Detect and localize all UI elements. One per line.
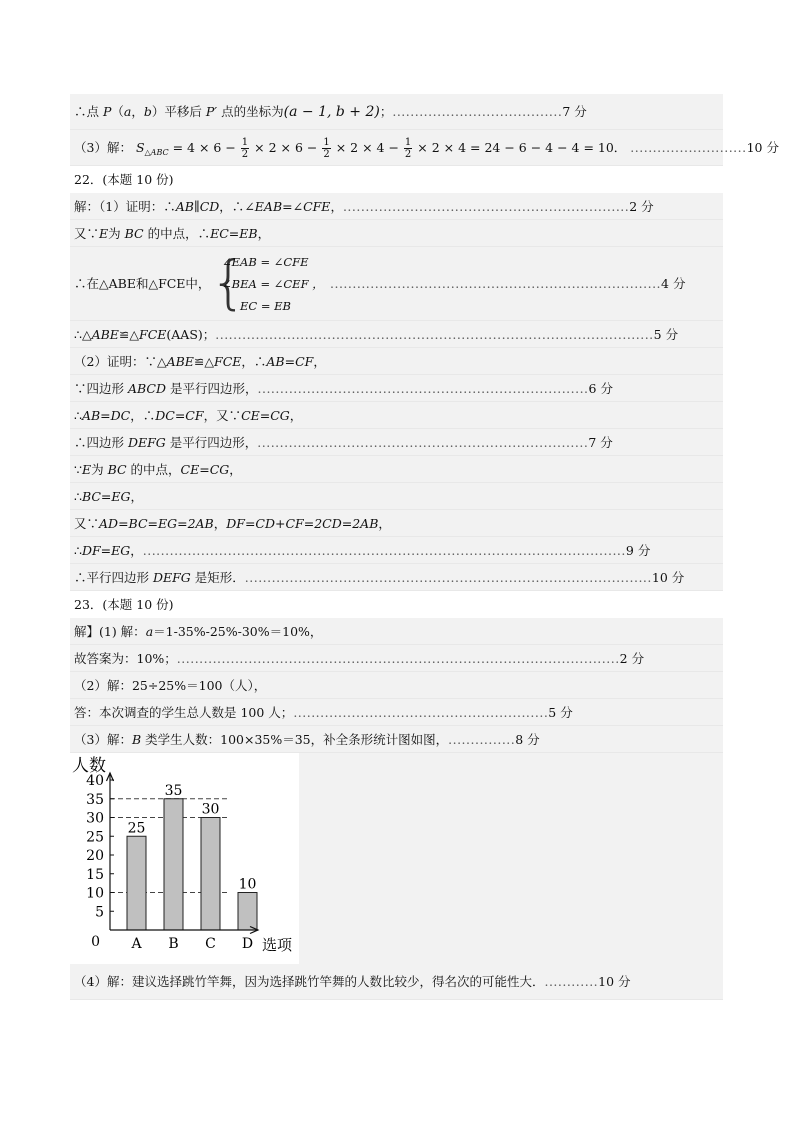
score: 10 分: [598, 974, 631, 989]
score: 6 分: [588, 381, 613, 396]
left-brace: {: [210, 248, 247, 316]
line-translation-result: ∴点 P（a，b）平移后 P′ 点的坐标为(a − 1, b + 2)；......................................7 分: [70, 94, 723, 130]
bar-chart: [70, 753, 299, 964]
fraction-one-half: $\frac{1}{2}$: [241, 137, 249, 160]
y-tick-label: 5: [95, 904, 104, 921]
line-22-2: 又∵E为 BC 的中点，∴EC=EB，: [70, 220, 723, 247]
bar-data-label: 25: [127, 820, 146, 837]
y-tick-label: 10: [86, 885, 104, 902]
bar: [238, 893, 257, 931]
line-22-system: ∴在△ABE和△FCE中， { ∠EAB = ∠CFE ∠BEA = ∠CEF ， EC = EB ..........................................................................4 分: [70, 247, 723, 321]
bar: [127, 836, 146, 930]
line-22-defg: ∴四边形 DEFG 是平行四边形，..........................................................................7 分: [70, 429, 723, 456]
score: 8 分: [515, 732, 540, 747]
coordinate-expression: (a − 1, b + 2): [283, 104, 380, 120]
y-axis-title: 人数: [72, 756, 106, 776]
line-23-3: （3）解：B 类学生人数：100×35%＝35，补全条形统计图如图，...............8 分: [70, 726, 723, 753]
y-tick-label: 15: [86, 866, 104, 883]
bar: [164, 799, 183, 930]
y-tick-label: 0: [91, 934, 100, 950]
x-tick-label: C: [205, 936, 216, 952]
line-23-1: 解】(1) 解：a＝1-35%-25%-30%＝10%，: [70, 618, 723, 645]
line-22-part2: （2）证明：∵△ABE≌△FCE，∴AB=CF，: [70, 348, 723, 375]
x-tick-label: B: [168, 936, 179, 952]
bar-data-label: 35: [164, 782, 183, 799]
bar-data-label: 10: [238, 876, 257, 893]
line-22-midpoint: ∵E为 BC 的中点，CE=CG，: [70, 456, 723, 483]
line-22-parallelogram: ∵四边形 ABCD 是平行四边形，..........................................................................6 分: [70, 375, 723, 402]
score: 2 分: [629, 199, 654, 214]
line-23-2-answer: 答：本次调查的学生总人数是 100 人；.........................................................5 分: [70, 699, 723, 726]
score: 5 分: [548, 705, 573, 720]
line-22-congruent: ∴△ABE≌△FCE(AAS)；..................................................................................................5 分: [70, 321, 723, 348]
score: 9 分: [625, 543, 651, 558]
line-23-1-answer: 故答案为：10%；...................................................................................................2 分: [70, 645, 723, 672]
score: 10 分: [746, 140, 779, 155]
equation-system: { ∠EAB = ∠CFE ∠BEA = ∠CEF ， EC = EB: [210, 248, 324, 316]
bar: [201, 818, 220, 931]
fraction-one-half: $\frac{1}{2}$: [323, 137, 330, 160]
question-23-heading: 23．(本题 10 份): [70, 591, 723, 618]
line-22-rectangle: ∴平行四边形 DEFG 是矩形．...........................................................................................10 分: [70, 564, 723, 591]
y-tick-label: 35: [86, 791, 104, 808]
score: 5 分: [653, 327, 679, 342]
score: 7 分: [588, 435, 613, 450]
line-23-4: （4）解：建议选择跳竹竿舞，因为选择跳竹竿舞的人数比较少，得名次的可能性大．............10 分: [70, 964, 723, 1000]
line-23-2: （2）解：25÷25%＝100（人），: [70, 672, 723, 699]
y-tick-label: 25: [86, 829, 104, 846]
x-tick-label: A: [131, 936, 142, 952]
y-tick-label: 30: [86, 810, 104, 827]
score: 7 分: [562, 104, 587, 119]
score: 10 分: [651, 570, 685, 585]
bar-data-label: 30: [201, 801, 220, 818]
x-tick-label: D: [241, 936, 254, 952]
line-22-ad: 又∵AD=BC=EG=2AB，DF=CD+CF=2CD=2AB，: [70, 510, 723, 537]
line-area-formula: （3）解： $S_{\triangle ABC} = 4 \times 6$ − $\frac{1}{2}$ × 2 × 6 − $\frac{1}{2}$ × 2 × 4 − $\frac{1}{2}$ × 2 × 4 = 24 − 6 − 4 − 4 = 10． ..........................10 分: [70, 130, 723, 166]
line-22-1: 解：（1）证明：∴AB∥CD，∴∠EAB=∠CFE，................................................................2 分: [70, 193, 723, 220]
fraction-one-half: $\frac{1}{2}$: [404, 137, 412, 160]
question-22-heading: 22．(本题 10 份): [70, 166, 723, 193]
y-tick-label: 40: [86, 773, 104, 789]
answer-sheet: [70, 94, 779, 1000]
bar-chart-container: [70, 753, 723, 964]
score: 4 分: [661, 276, 686, 291]
score: 2 分: [619, 651, 645, 666]
line-22-bc-eg: ∴BC=EG，: [70, 483, 723, 510]
line-22-df-eg: ∴DF=EG，............................................................................................................9 分: [70, 537, 723, 564]
line-22-equalities: ∴AB=DC，∴DC=CF，又∵CE=CG，: [70, 402, 723, 429]
x-axis-title: 选项: [262, 936, 293, 954]
y-tick-label: 20: [86, 848, 104, 864]
